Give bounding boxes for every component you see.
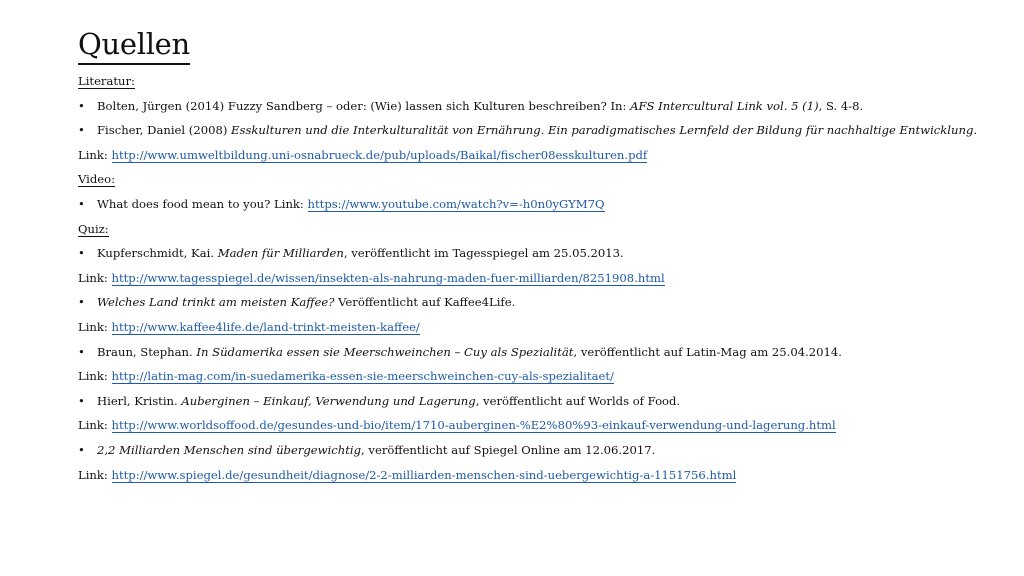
video-item: • What does food mean to you? Link: https://www.youtube.com/watch?v=-h0n0yGYM7Q bbox=[78, 192, 978, 217]
worldsoffood-link[interactable]: http://www.worldsoffood.de/gesundes-und-bio/item/1710-auberginen-%E2%80%93-einkauf-verwendung-und-lagerung.html bbox=[111, 418, 836, 433]
quiz-heading: Quiz: bbox=[78, 221, 109, 236]
kaffee4life-link[interactable]: http://www.kaffee4life.de/land-trinkt-meisten-kaffee/ bbox=[111, 319, 420, 334]
video-heading: Video: bbox=[78, 172, 116, 187]
quiz-link-row: Link: http://www.tagesspiegel.de/wissen/insekten-als-nahrung-maden-fuer-milliarden/8251908.html bbox=[78, 270, 665, 285]
quiz-item-spiegel: • 2,2 Milliarden Menschen sind übergewichtig, veröffentlicht auf Spiegel Online am 12.06.2017. bbox=[78, 438, 978, 463]
tagesspiegel-link[interactable]: http://www.tagesspiegel.de/wissen/insekten-als-nahrung-maden-fuer-milliarden/8251908.html bbox=[111, 270, 665, 285]
quiz-item-kupferschmidt: • Kupferschmidt, Kai. Maden für Milliarden, veröffentlicht im Tagesspiegel am 25.05.2013. bbox=[78, 241, 978, 266]
quiz-link-row: Link: http://latin-mag.com/in-suedamerika-essen-sie-meerschweinchen-cuy-als-spezialitaet/ bbox=[78, 369, 614, 384]
slide-title: Quellen bbox=[78, 26, 190, 65]
quiz-link-row: Link: http://www.worldsoffood.de/gesundes-und-bio/item/1710-auberginen-%E2%80%93-einkauf-verwendung-und-lagerung.html bbox=[78, 418, 836, 433]
fischer-pdf-link[interactable]: http://www.umweltbildung.uni-osnabrueck.de/pub/uploads/Baikal/fischer08esskulturen.pdf bbox=[111, 147, 648, 162]
spiegel-link[interactable]: http://www.spiegel.de/gesundheit/diagnose/2-2-milliarden-menschen-sind-uebergewichtig-a-1151756.html bbox=[111, 467, 737, 482]
quiz-item-hierl: • Hierl, Kristin. Auberginen – Einkauf, Verwendung und Lagerung, veröffentlicht auf Worlds of Food. bbox=[78, 389, 978, 414]
quiz-link-row: Link: http://www.kaffee4life.de/land-trinkt-meisten-kaffee/ bbox=[78, 319, 420, 334]
quiz-item-braun: • Braun, Stephan. In Südamerika essen sie Meerschweinchen – Cuy als Spezialität, veröffentlicht auf Latin-Mag am 25.04.2014. bbox=[78, 340, 978, 365]
literatur-heading: Literatur: bbox=[78, 74, 135, 88]
latin-mag-link[interactable]: http://latin-mag.com/in-suedamerika-essen-sie-meerschweinchen-cuy-als-spezialitaet/ bbox=[111, 369, 614, 384]
youtube-link[interactable]: https://www.youtube.com/watch?v=-h0n0yGYM7Q bbox=[307, 196, 605, 211]
sources-content bbox=[78, 69, 978, 487]
literatur-link-row: Link: http://www.umweltbildung.uni-osnabrueck.de/pub/uploads/Baikal/fischer08esskulturen.pdf bbox=[78, 147, 648, 162]
literatur-item-bolten: • Bolten, Jürgen (2014) Fuzzy Sandberg – oder: (Wie) lassen sich Kulturen beschreiben? In: AFS Intercultural Link vol. 5 (1), S. 4-8. bbox=[78, 94, 978, 119]
literatur-item-fischer: • Fischer, Daniel (2008) Esskulturen und die Interkulturalität von Ernährung. Ein paradigmatisches Lernfeld der Bildung für nachhaltige Entwicklung. bbox=[78, 118, 978, 143]
quiz-link-row: Link: http://www.spiegel.de/gesundheit/diagnose/2-2-milliarden-menschen-sind-uebergewichtig-a-1151756.html bbox=[78, 467, 737, 482]
quiz-item-kaffee: • Welches Land trinkt am meisten Kaffee? Veröffentlicht auf Kaffee4Life. bbox=[78, 290, 978, 315]
